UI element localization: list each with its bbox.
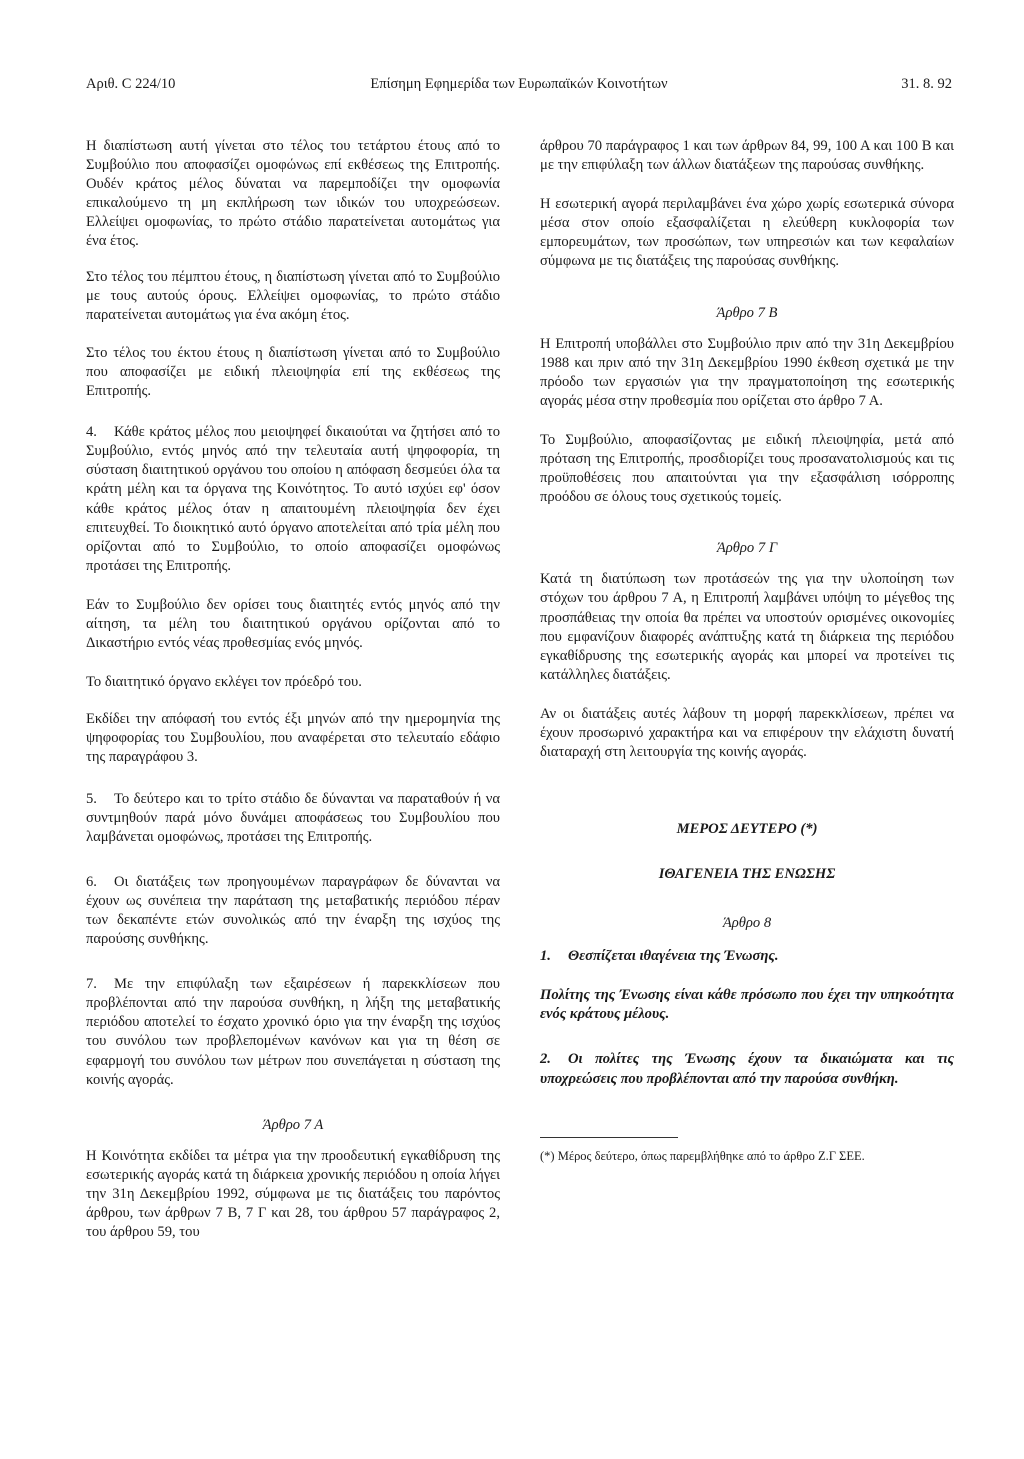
paragraph-text: Το δεύτερο και το τρίτο στάδιο δε δύνανται να παραταθούν ή να συντμηθούν παρά μόνο δυνάμει αποφάσεως του Συμβουλίου που λαμβάνεται ομοφώνως, προτάσει της Επιτροπής. bbox=[86, 790, 500, 845]
numbered-paragraph bbox=[540, 947, 954, 966]
article-heading: Άρθρο 8 bbox=[722, 915, 772, 932]
right-column bbox=[540, 137, 954, 1164]
paragraph-number: 6. bbox=[86, 873, 97, 890]
left-column bbox=[86, 137, 500, 1242]
paragraph-number: 7. bbox=[86, 976, 97, 993]
journal-issue-number: Αριθ. C 224/10 bbox=[86, 76, 176, 92]
paragraph-text: Κάθε κράτος μέλος που μειοψηφεί δικαιούται να ζητήσει από το Συμβούλιο, εντός μηνός από την τελευταία αυτή ψηφοφορία, τη σύσταση διαιτητικού οργάνου του οποίου η απόφαση δεσμεύει όλα τα κράτη μέλη και τα όργανα της Κοινότητος. Το αυτό ισχύει εφ' όσον κάθε κράτος μέλος όταν η απαιτουμένη πλειοψηφία δεν έχει επιτευχθεί. Το διοικητικό αυτό όργανο αποτελείται από τρία μέλη που ορίζονται από το Συμβούλιο, το οποίο αποφασίζει ομοφώνως προτάσει της Επιτροπής. bbox=[86, 424, 500, 574]
footnote: (*) Μέρος δεύτερο, όπως παρεμβλήθηκε από το άρθρο Ζ.Γ ΣΕΕ. bbox=[540, 1148, 865, 1163]
paragraph-number: 1. bbox=[540, 948, 551, 965]
paragraph: Το διαιτητικό όργανο εκλέγει τον πρόεδρό του. bbox=[86, 674, 362, 691]
numbered-paragraph bbox=[86, 790, 500, 847]
numbered-paragraph bbox=[540, 1050, 954, 1088]
page-header bbox=[86, 76, 952, 98]
paragraph: άρθρου 70 παράγραφος 1 και των άρθρων 84, 99, 100 Α και 100 Β και με την επιφύλαξη των άλλων διατάξεων της παρούσας συνθήκης. bbox=[540, 138, 954, 174]
article-heading: Άρθρο 7 Α bbox=[262, 1116, 324, 1133]
publication-date: 31. 8. 92 bbox=[901, 76, 952, 92]
part-heading: ΜΕΡΟΣ ΔΕΥΤΕΡΟ (*) bbox=[676, 821, 818, 838]
paragraph-number: 5. bbox=[86, 790, 97, 807]
paragraph-text: Θεσπίζεται ιθαγένεια της Ένωσης. bbox=[568, 948, 779, 965]
paragraph: Η Επιτροπή υποβάλλει στο Συμβούλιο πριν από την 31η Δεκεμβρίου 1988 και πριν από την 31η Δεκεμβρίου 1990 έκθεση σχετικά με την πρόοδο των εργασιών για την πραγματοποίηση της εσωτερικής αγοράς μέσα στην προθεσμία που ορίζεται στο άρθρο 7 Α. bbox=[540, 335, 954, 409]
article-heading: Άρθρο 7 Γ bbox=[716, 540, 778, 557]
paragraph-text: Οι διατάξεις των προηγουμένων παραγράφων δε δύνανται να έχουν ως συνέπεια την παράταση της μεταβατικής περιόδου πέραν των δεκαπέντε ετών συνολικώς από την έναρξη της ισχύος της παρούσης συνθήκης. bbox=[86, 873, 500, 948]
numbered-paragraph bbox=[86, 975, 500, 1090]
paragraph: Αν οι διατάξεις αυτές λάβουν τη μορφή παρεκκλίσεων, πρέπει να έχουν προσωρινό χαρακτήρα και να επιφέρουν την ελάχιστη δυνατή διαταραχή στη λειτουργία της κοινής αγοράς. bbox=[540, 705, 954, 761]
paragraph: Εάν το Συμβούλιο δεν ορίσει τους διαιτητές εντός μηνός από την αίτηση, τα μέλη του διαιτητικού οργάνου ορίζονται από το Δικαστήριο εντός νέας προθεσμίας ενός μηνός. bbox=[86, 596, 500, 652]
numbered-paragraph bbox=[86, 423, 500, 576]
paragraph-text: Οι πολίτες της Ένωσης έχουν τα δικαιώματα και τις υποχρεώσεις που προβλέπονται από την παρούσα συνθήκη. bbox=[540, 1051, 954, 1087]
paragraph: Η διαπίστωση αυτή γίνεται στο τέλος του τετάρτου έτους από το Συμβούλιο που αποφασίζει ομοφώνως επί εκθέσεως της Επιτροπής. Ουδέν κράτος μέλος δύναται να παρεμποδίζει την ομοφωνία επικαλούμενο τη μη εκπλήρωση των ιδικών του υποχρεώσεων. Ελλείψει ομοφωνίας, το πρώτο στάδιο παρατείνεται αυτομάτως για ένα έτος. bbox=[86, 138, 500, 250]
part-title: ΙΘΑΓΕΝΕΙΑ ΤΗΣ ΕΝΩΣΗΣ bbox=[658, 866, 836, 883]
paragraph: Κατά τη διατύπωση των προτάσεών της για την υλοποίηση των στόχων του άρθρου 7 Α, η Επιτροπή λαμβάνει υπόψη το μέγεθος της προσπάθειας την οποία θα πρέπει να υποστούν ορισμένες οικονομίες που εμφανίζουν διαφορές ανάπτυξης κατά τη διάρκεια της περιόδου εγκαθίδρυσης της εσωτερικής αγοράς και μπορεί να προτείνει τις κατάλληλες διατάξεις. bbox=[540, 571, 954, 683]
numbered-paragraph bbox=[86, 873, 500, 949]
article-heading: Άρθρο 7 Β bbox=[716, 304, 778, 321]
paragraph: Στο τέλος του πέμπτου έτους, η διαπίστωση γίνεται από το Συμβούλιο με τους αυτούς όρους. Ελλείψει ομοφωνίας, το πρώτο στάδιο παρατείνεται αυτομάτως για ένα ακόμη έτος. bbox=[86, 268, 500, 323]
paragraph: Η εσωτερική αγορά περιλαμβάνει ένα χώρο χωρίς εσωτερικά σύνορα μέσα στον οποίο εξασφαλίζεται η ελεύθερη κυκλοφορία των εμπορευμάτων, των προσώπων, των υπηρεσιών και των κεφαλαίων σύμφωνα με τις διατάξεις της παρούσας συνθήκης. bbox=[540, 196, 954, 270]
paragraph: Το Συμβούλιο, αποφασίζοντας με ειδική πλειοψηφία, μετά από πρόταση της Επιτροπής, προσδιορίζει τους προσανατολισμούς και τις προϋποθέσεις που απαιτούνται για την εξασφάλιση ισόρροπης προόδου σε όλους τους σχετικούς τομείς. bbox=[540, 431, 954, 506]
paragraph: Η Κοινότητα εκδίδει τα μέτρα για την προοδευτική εγκαθίδρυση της εσωτερικής αγοράς κατά τη διάρκεια χρονικής περιόδου η οποία λήγει την 31η Δεκεμβρίου 1992, σύμφωνα με τις διατάξεις του παρόντος άρθρου, των άρθρων 7 Β, 7 Γ και 28, του άρθρου 57 παράγραφος 2, του άρθρου 59, του bbox=[86, 1147, 500, 1241]
paragraph: Στο τέλος του έκτου έτους η διαπίστωση γίνεται από το Συμβούλιο που αποφασίζει με ειδική πλειοψηφία επί της εκθέσεως της Επιτροπής. bbox=[86, 344, 500, 400]
paragraph-text: Με την επιφύλαξη των εξαιρέσεων ή παρεκκλίσεων που προβλέπονται από την παρούσα συνθήκη, η λήξη της μεταβατικής περιόδου αποτελεί το έσχατο χρονικό όριο για την έναρξη της ισχύος του συνόλου των προβλεπομένων κανόνων και για τη θέση σε εφαρμογή του συνόλου των μέτρων που συνεπάγεται η σύσταση της κοινής αγοράς. bbox=[86, 976, 500, 1088]
paragraph: Πολίτης της Ένωσης είναι κάθε πρόσωπο που έχει την υπηκοότητα ενός κράτους μέλους. bbox=[540, 987, 954, 1023]
paragraph-number: 4. bbox=[86, 424, 97, 441]
paragraph-number: 2. bbox=[540, 1051, 551, 1068]
footnote-divider bbox=[540, 1137, 678, 1138]
journal-title: Επίσημη Εφημερίδα των Ευρωπαϊκών Κοινοτήτων bbox=[370, 76, 668, 92]
paragraph: Εκδίδει την απόφασή του εντός έξι μηνών από την ημερομηνία της ψηφοφορίας του Συμβουλίου, που αναφέρεται στο τελευταίο εδάφιο της παραγράφου 3. bbox=[86, 711, 500, 766]
